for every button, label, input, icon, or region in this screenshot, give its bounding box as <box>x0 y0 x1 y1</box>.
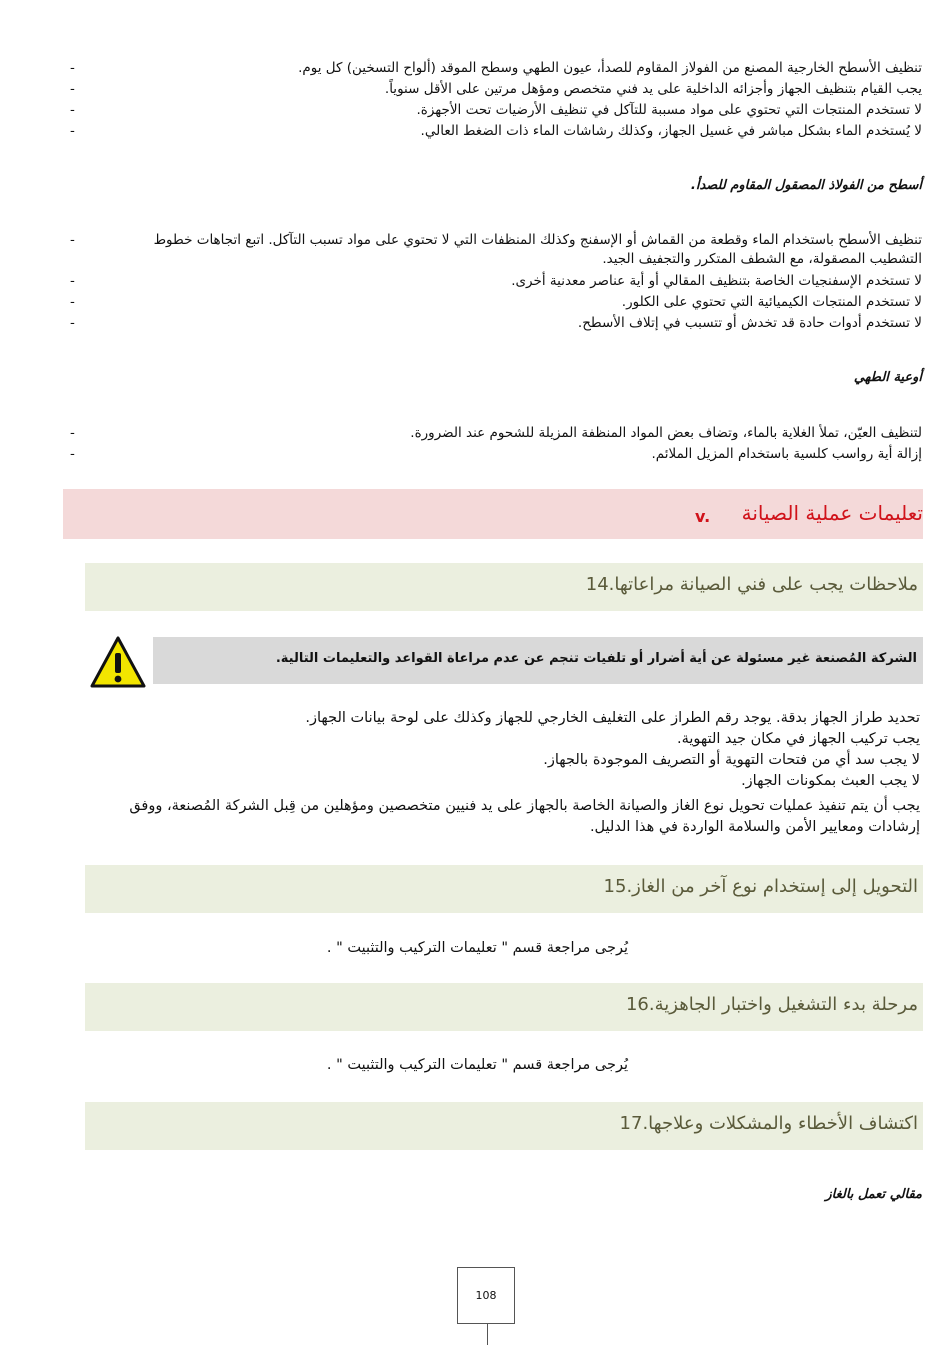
warning-icon <box>89 635 147 689</box>
section-17-header: اكتشاف الأخطاء والمشكلات وعلاجها.17 <box>85 1102 923 1150</box>
subheading-gas-fryers: مقالي تعمل بالغاز <box>825 1187 922 1202</box>
note-15: يُرجى مراجعة قسم " تعليمات التركيب والتثبيت " . <box>326 940 628 956</box>
paragraph: يجب أن يتم تنفيذ عمليات تحويل نوع الغاز والصيانة الخاصة بالجهاز على يد فنيين متخصصين ومؤهلين من قِبل الشركة المُصنعة، ووفق إرشادات ومعايير الأمن والسلامة الواردة في هذا الدليل. <box>129 798 920 835</box>
section-15-header: التحويل إلى إستخدام نوع آخر من الغاز.15 <box>85 865 923 913</box>
note-16: يُرجى مراجعة قسم " تعليمات التركيب والتثبيت " . <box>326 1057 628 1073</box>
paragraph: لا يجب العبث بمكونات الجهاز. <box>741 773 920 789</box>
paragraph: لا يجب سد أي من فتحات التهوية أو التصريف الموجودة بالجهاز. <box>543 752 920 768</box>
subheading-pots: أوعية الطهي <box>853 370 922 385</box>
warning-box <box>153 637 923 684</box>
paragraph: تحديد طراز الجهاز بدقة. يوجد رقم الطراز على التغليف الخارجي للجهاز وكذلك على لوحة بيانات الجهاز. <box>305 710 920 726</box>
paragraph: يجب تركيب الجهاز في مكان جيد التهوية. <box>677 731 920 747</box>
banner-number: v. <box>695 507 711 526</box>
maintenance-banner <box>63 489 923 539</box>
section-14-header: ملاحظات يجب على فني الصيانة مراعاتها.14 <box>85 563 923 611</box>
subheading-steel: أسطح من الفولاذ المصقول المقاوم للصدأ. <box>690 178 922 193</box>
banner-title: تعليمات عملية الصيانة <box>741 501 923 525</box>
warning-text: الشركة المُصنعة غير مسئولة عن أية أضرار أو تلفيات تنجم عن عدم مراعاة القواعد والتعليمات التالية. <box>275 651 917 666</box>
page-number: 108 <box>457 1267 515 1324</box>
section-16-header: مرحلة بدء التشغيل واختبار الجاهزية.16 <box>85 983 923 1031</box>
page-number-line <box>487 1323 488 1345</box>
